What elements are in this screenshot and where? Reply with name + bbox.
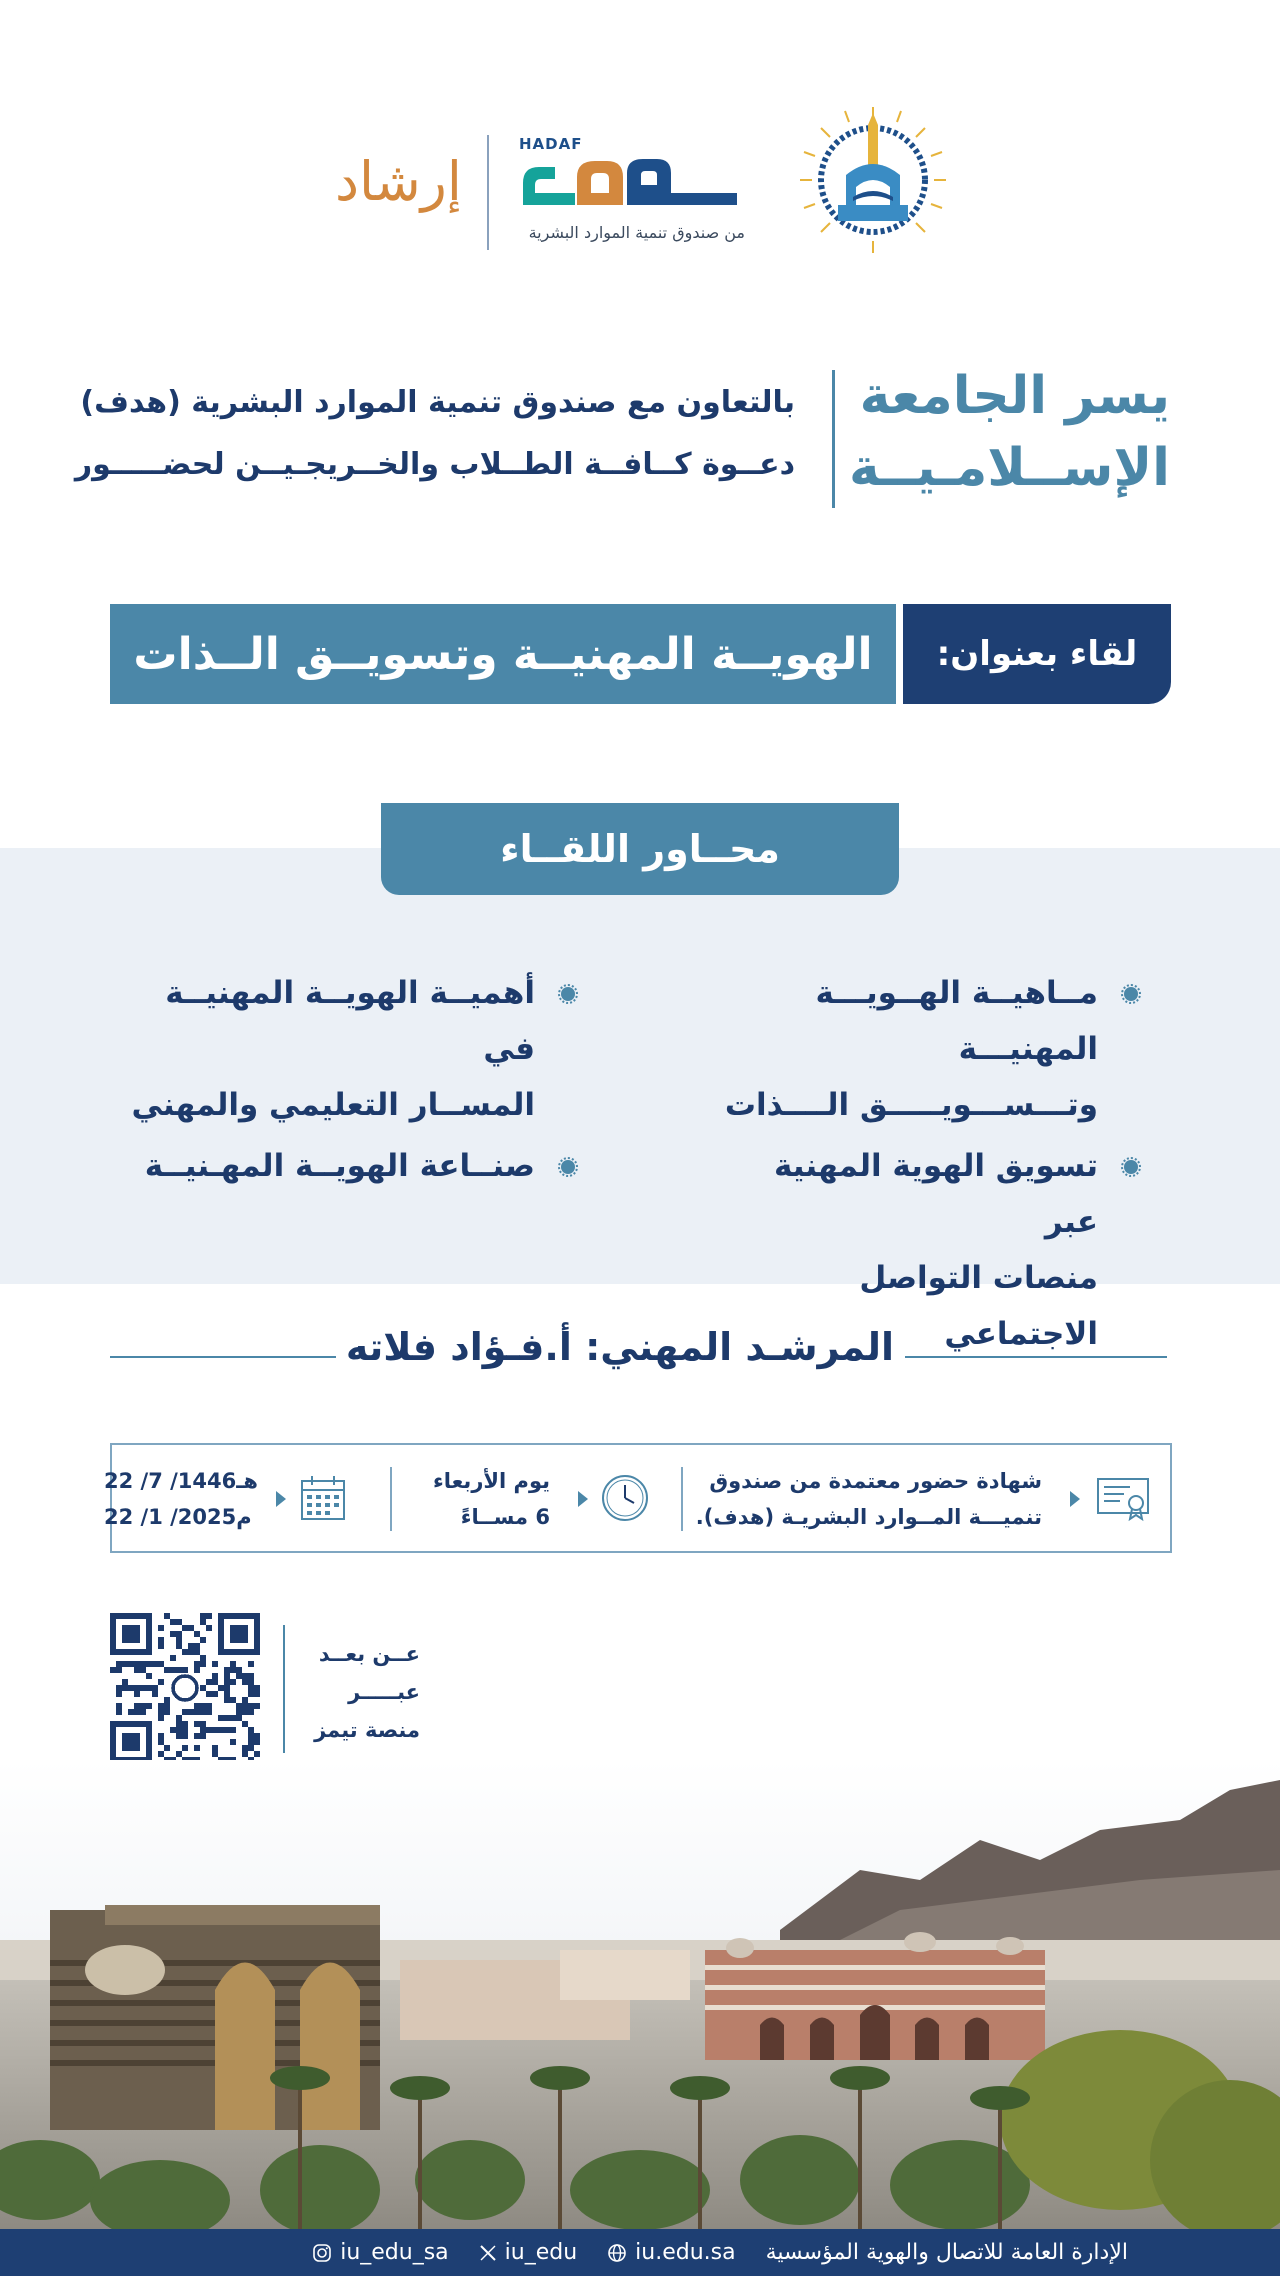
invitation-text bbox=[74, 372, 795, 496]
axis-item-line2: المســار التعليمي والمهني bbox=[131, 1087, 535, 1123]
bullet-icon bbox=[561, 1160, 575, 1174]
footer-bar bbox=[0, 2229, 1280, 2276]
clock-icon bbox=[598, 1473, 652, 1523]
invitation-line1: بالتعاون مع صندوق تنمية الموارد البشرية (هدف) bbox=[80, 385, 795, 420]
remote-line2: عبـــــر bbox=[348, 1680, 420, 1704]
axes-heading: محــاور اللقــاء bbox=[381, 803, 899, 895]
time-day: يوم الأربعاء bbox=[432, 1469, 550, 1493]
certificate-line1: شهادة حضور معتمدة من صندوق bbox=[709, 1469, 1042, 1493]
bullet-icon bbox=[561, 987, 575, 1001]
irshad-logo-text: إرشاد bbox=[335, 150, 462, 213]
info-divider bbox=[390, 1467, 392, 1531]
footer-website-label: iu.edu.sa bbox=[635, 2240, 736, 2265]
campus-photo bbox=[0, 1760, 1280, 2230]
remote-line1: عــن بعــد bbox=[318, 1642, 420, 1666]
mentor-rule-right bbox=[905, 1356, 1167, 1358]
axis-item-line1: تسويق الهوية المهنية عبر bbox=[773, 1148, 1098, 1240]
footer-instagram-link[interactable] bbox=[312, 2240, 448, 2265]
remote-info bbox=[300, 1635, 420, 1749]
arrow-icon bbox=[276, 1491, 286, 1507]
arrow-icon bbox=[1070, 1491, 1080, 1507]
header-divider bbox=[832, 370, 835, 508]
event-info-box bbox=[104, 1443, 1172, 1553]
axis-item-line2: وتـــســـويـــــق الــــذات bbox=[724, 1087, 1098, 1123]
mentor-rule-left bbox=[110, 1356, 336, 1358]
qr-divider bbox=[283, 1625, 285, 1753]
date-text bbox=[104, 1463, 258, 1535]
axis-item bbox=[115, 965, 535, 1133]
certificate-cell bbox=[695, 1445, 1170, 1551]
footer-department: الإدارة العامة للاتصال والهوية المؤسسية bbox=[765, 2240, 1128, 2265]
hadaf-subtitle: من صندوق تنمية الموارد البشرية bbox=[528, 223, 745, 242]
invitation-line2: دعــوة كــافــة الطــلاب والخــريجـيــن لحضـــــور bbox=[74, 447, 795, 482]
qr-code-icon bbox=[110, 1613, 260, 1763]
hadaf-wordmark-icon bbox=[515, 153, 745, 213]
calendar-icon bbox=[296, 1473, 350, 1523]
footer-x-label: iu_edu bbox=[504, 2240, 578, 2265]
logo-divider bbox=[487, 135, 489, 250]
axis-item bbox=[115, 1138, 535, 1194]
university-name bbox=[850, 360, 1170, 504]
certificate-icon bbox=[1096, 1473, 1150, 1523]
university-name-line1: يسر الجامعة bbox=[859, 366, 1170, 426]
logos-row bbox=[0, 105, 1280, 265]
axis-item-line1: أهميــة الهويــة المهنيــة في bbox=[165, 975, 535, 1067]
axis-item bbox=[718, 965, 1098, 1133]
axis-item-line1: صنــاعة الهويــة المهـنيــة bbox=[144, 1148, 535, 1184]
event-title: الهويــة المهنيــة وتسويــق الــذات bbox=[110, 604, 896, 704]
header-block bbox=[74, 360, 1170, 510]
time-text bbox=[433, 1463, 550, 1535]
university-name-line2: الإســلامـيــة bbox=[849, 438, 1170, 498]
certificate-line2: تنميـــة المــوارد البشريـة (هدف). bbox=[695, 1505, 1042, 1529]
info-divider bbox=[681, 1467, 683, 1531]
axis-item-line1: مــاهيــة الهــويـــة المهنيـــة bbox=[815, 975, 1098, 1067]
bullet-icon bbox=[1124, 987, 1138, 1001]
date-hijri: 22 /7 /1446هـ bbox=[104, 1469, 258, 1493]
x-logo-icon bbox=[479, 2244, 497, 2262]
date-cell bbox=[104, 1445, 390, 1551]
footer-website-link[interactable] bbox=[607, 2240, 735, 2265]
time-cell bbox=[390, 1445, 680, 1551]
title-tag: لقاء بعنوان: bbox=[903, 604, 1171, 704]
instagram-icon bbox=[312, 2243, 332, 2263]
hadaf-logo bbox=[515, 135, 745, 245]
axis-item-line2: منصات التواصل الاجتماعي bbox=[859, 1260, 1098, 1352]
footer-instagram-label: iu_edu_sa bbox=[340, 2240, 449, 2265]
globe-icon bbox=[607, 2243, 627, 2263]
remote-line3: منصة تيمز bbox=[314, 1718, 420, 1742]
hadaf-small-label: HADAF bbox=[519, 135, 583, 153]
islamic-university-seal-icon bbox=[798, 105, 948, 255]
footer-x-link[interactable] bbox=[479, 2240, 578, 2265]
arrow-icon bbox=[578, 1491, 588, 1507]
bullet-icon bbox=[1124, 1160, 1138, 1174]
time-hour: 6 مســاءً bbox=[460, 1505, 550, 1529]
date-gregorian: 22 /1 /2025م bbox=[104, 1505, 252, 1529]
mentor-name: المرشـد المهني: أ.فـؤاد فلاته bbox=[345, 1325, 895, 1369]
certificate-text bbox=[696, 1463, 1042, 1535]
